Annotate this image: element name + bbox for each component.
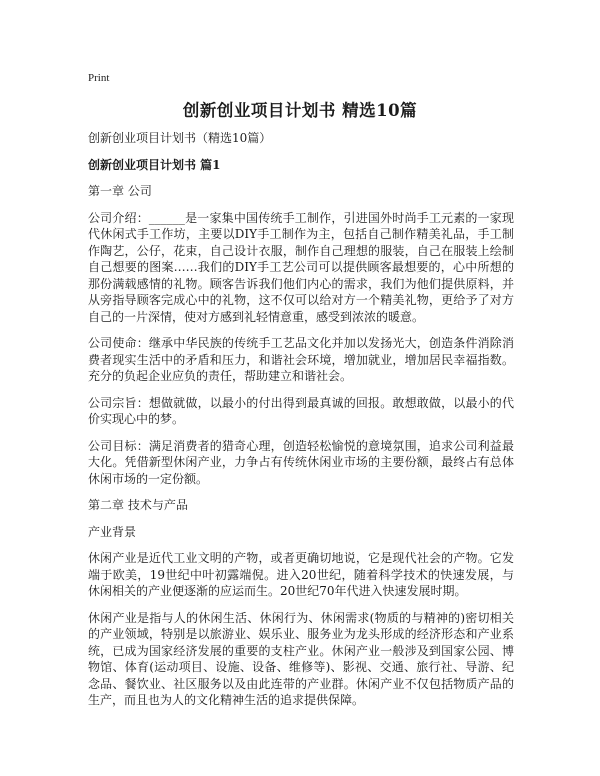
paragraph-leisure-industry-2: 休闲产业是指与人的休闲生活、休闲行为、休闲需求(物质的与精神的)密切相关的产业领域，特别是以旅游业、娱乐业、服务业为龙头形成的经济形态和产业系统，已成为国家经济发展的重要的支柱产业。休闲产业一般涉及到国家公园、博物馆、体育(运动项目、设施、设备、维修等)、影视、交通、旅行社、导游、纪念品、餐饮业、社区服务以及由此连带的产业群。休闲产业不仅包括物质产品的生产，而且也为人的文化精神生活的追求提供保障。 — [88, 610, 514, 707]
page-title: 创新创业项目计划书 精选10篇 — [182, 101, 418, 120]
subheading-industry-background: 产业背景 — [88, 524, 137, 539]
paragraph-company-tenet: 公司宗旨：想做就做，以最小的付出得到最真诚的回报。敢想敢做，以最小的代价实现心中的梦。 — [88, 395, 514, 426]
document-subtitle: 创新创业项目计划书（精选10篇） — [88, 131, 272, 145]
section-title: 创新创业项目计划书 篇1 — [88, 157, 221, 172]
paragraph-company-mission: 公司使命：继承中华民族的传统手工艺品文化并加以发扬光大，创造条件消除消费者现实生活中的矛盾和压力，和谐社会环境，增加就业，增加居民幸福指数。充分的负起企业应负的责任，帮助建立和谐社会。 — [88, 336, 514, 383]
chapter-heading-1: 第一章 公司 — [88, 184, 152, 198]
print-label: Print — [88, 72, 110, 84]
paragraph-leisure-industry-1: 休闲产业是近代工业文明的产物，或者更确切地说，它是现代社会的产物。它发端于欧美，19世纪中叶初露端倪。进入20世纪，随着科学技术的快速发展，与休闲相关的产业便逐渐的应运而生。20世纪70年代进入快速发展时期。 — [88, 551, 514, 598]
document-body — [88, 130, 514, 719]
paragraph-company-intro: 公司介绍：______是一家集中国传统手工制作，引进国外时尚手工元素的一家现代休闲式手工作坊，主要以DIY手工制作为主，包括自己制作精美礼品，手工制作陶艺，公仔，花束，自己设计衣服，制作自己理想的服装，自己在服装上绘制自己想要的图案……我们的DIY手工艺公司可以提供顾客最想要的，心中所想的那份满载感情的礼物。顾客告诉我们他们内心的需求，我们为他们提供原料，并从旁指导顾客完成心中的礼物，这不仅可以给对方一个精美礼物，更给予了对方自己的一片深情，使对方感到礼轻情意重，感受到浓浓的暖意。 — [88, 210, 514, 324]
paragraph-company-goal: 公司目标：满足消费者的猎奇心理，创造轻松愉悦的意境氛围，追求公司利益最大化。凭借新型休闲产业，力争占有传统休闲业市场的主要份额，最终占有总体休闲市场的一定份额。 — [88, 438, 514, 486]
chapter-heading-2: 第二章 技术与产品 — [88, 498, 188, 512]
